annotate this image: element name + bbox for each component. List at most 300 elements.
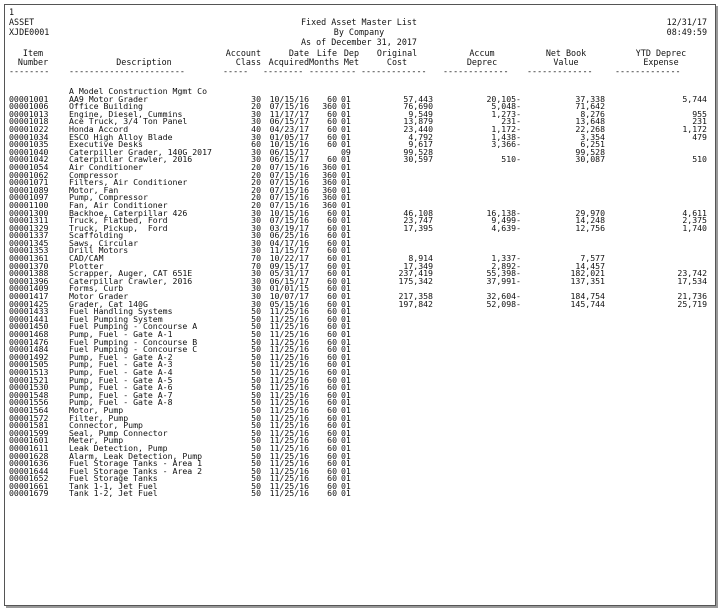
cell-net: 8,276	[580, 108, 605, 119]
cell-dep: 01	[341, 473, 351, 484]
cell-date: 07/15/16	[269, 184, 309, 195]
cell-life: 360	[322, 184, 337, 195]
cell-accum: 510-	[501, 154, 521, 165]
cell-acct: 50	[251, 473, 261, 484]
cell-item: 00001001	[9, 93, 49, 104]
cell-dep: 01	[341, 298, 351, 309]
cell-dep: 01	[341, 237, 351, 248]
cell-dep: 01	[341, 435, 351, 446]
cell-orig: 197,842	[398, 298, 433, 309]
cell-life: 60	[327, 283, 337, 294]
cell-acct: 50	[251, 329, 261, 339]
cell-accum: 3,366-	[491, 139, 521, 150]
cell-life: 60	[327, 207, 337, 218]
cell-desc: Pump, Fuel - Gate A-2	[69, 351, 173, 362]
cell-desc: Caterpillar Crawler, 2016	[69, 154, 193, 165]
cell-dep: 01	[341, 321, 351, 332]
cell-date: 11/25/16	[269, 435, 309, 446]
cell-life: 60	[327, 108, 337, 119]
cell-dep: 01	[341, 329, 351, 339]
cell-life: 60	[327, 123, 337, 134]
cell-desc: Saws, Circular	[69, 237, 139, 248]
cell-dep: 01	[341, 108, 351, 119]
cell-desc: Fuel Storage Tanks - Area 1	[69, 458, 203, 469]
cell-acct: 50	[251, 458, 261, 469]
column-header-orig-line1: Original	[376, 48, 418, 58]
cell-life: 60	[327, 291, 337, 302]
cell-desc: Filters, Air Conditioner	[69, 177, 188, 188]
cell-orig: 9,617	[408, 139, 433, 150]
cell-item: 00001441	[9, 313, 49, 324]
cell-dep: 01	[341, 306, 351, 317]
cell-life: 360	[322, 161, 337, 172]
cell-date: 11/15/17	[269, 245, 309, 256]
cell-net: 14,248	[575, 215, 605, 226]
column-header-ytd-rule: -------------	[615, 66, 681, 76]
cell-desc: Truck, Flatbed, Ford	[69, 215, 168, 226]
cell-desc: Motor Grader	[69, 291, 129, 302]
cell-acct: 30	[251, 131, 261, 142]
cell-life: 60	[327, 359, 337, 370]
cell-ytd: 23,742	[677, 268, 707, 279]
cell-item: 00001679	[9, 488, 49, 499]
cell-life: 60	[327, 397, 337, 408]
cell-desc: Fan, Air Conditioner	[69, 199, 168, 210]
cell-dep: 01	[341, 116, 351, 127]
cell-acct: 30	[251, 146, 261, 157]
cell-date: 06/25/16	[269, 230, 309, 241]
column-header-desc-rule: -----------------------	[69, 66, 185, 76]
cell-life: 60	[327, 329, 337, 339]
column-header-acct-rule: -----	[223, 66, 249, 76]
column-header-dep-rule: ---	[341, 66, 357, 76]
cell-acct: 50	[251, 442, 261, 453]
cell-dep: 01	[341, 351, 351, 362]
cell-item: 00001433	[9, 306, 49, 317]
cell-item: 00001062	[9, 169, 49, 180]
cell-desc: Caterpiller Grader, 140G 2017	[69, 146, 212, 157]
cell-item: 00001042	[9, 154, 49, 165]
cell-acct: 20	[251, 192, 261, 203]
cell-life: 60	[327, 260, 337, 271]
cell-dep: 01	[341, 450, 351, 461]
cell-item: 00001311	[9, 215, 49, 226]
cell-item: 00001599	[9, 427, 49, 438]
cell-life: 60	[327, 344, 337, 355]
cell-life: 360	[322, 199, 337, 210]
cell-dep: 01	[341, 268, 351, 279]
column-header-accum-line2: Deprec	[466, 57, 498, 67]
cell-life: 60	[327, 382, 337, 393]
cell-life: 60	[327, 473, 337, 484]
cell-item: 00001564	[9, 404, 49, 415]
cell-net: 7,577	[580, 253, 605, 264]
cell-acct: 50	[251, 420, 261, 431]
cell-acct: 30	[251, 154, 261, 165]
report-as-of: As of December 31, 2017	[301, 37, 417, 47]
cell-dep: 01	[341, 123, 351, 134]
cell-life: 360	[322, 192, 337, 203]
cell-dep: 01	[341, 404, 351, 415]
cell-date: 07/15/16	[269, 177, 309, 188]
cell-dep: 01	[341, 382, 351, 393]
cell-life: 60	[327, 306, 337, 317]
cell-item: 00001450	[9, 321, 49, 332]
cell-ytd: 955	[692, 108, 707, 119]
cell-date: 11/25/16	[269, 321, 309, 332]
cell-dep: 01	[341, 101, 351, 112]
cell-date: 07/15/16	[269, 215, 309, 226]
cell-life: 60	[327, 404, 337, 415]
cell-date: 10/15/16	[269, 139, 309, 150]
column-header-ytd-line2: Expense	[643, 57, 679, 67]
cell-orig: 99,528	[403, 146, 433, 157]
cell-acct: 30	[251, 108, 261, 119]
cell-acct: 20	[251, 161, 261, 172]
cell-accum: 1,337-	[491, 253, 521, 264]
cell-life: 60	[327, 131, 337, 142]
cell-accum: 52,098-	[486, 298, 521, 309]
cell-accum: 20,105-	[486, 93, 521, 104]
cell-ytd: 25,719	[677, 298, 707, 309]
cell-ytd: 21,736	[677, 291, 707, 302]
cell-item: 00001644	[9, 465, 49, 476]
cell-dep: 01	[341, 177, 351, 188]
cell-item: 00001476	[9, 336, 49, 347]
cell-desc: Meter, Pump	[69, 435, 124, 446]
cell-item: 00001611	[9, 442, 49, 453]
cell-item: 00001417	[9, 291, 49, 302]
cell-date: 10/15/16	[269, 207, 309, 218]
cell-item: 00001425	[9, 298, 49, 309]
cell-item: 00001089	[9, 184, 49, 195]
cell-item: 00001006	[9, 101, 49, 112]
cell-date: 06/15/17	[269, 275, 309, 286]
cell-desc: Tank 1-1, Jet Fuel	[69, 480, 158, 491]
column-header-net-line1: Net Book	[545, 48, 587, 58]
cell-dep: 01	[341, 253, 351, 264]
cell-acct: 30	[251, 245, 261, 256]
cell-desc: Compressor	[69, 169, 119, 180]
cell-desc: Pump, Fuel - Gate A-1	[69, 329, 173, 339]
cell-ytd: 1,740	[682, 222, 707, 233]
cell-desc: Pump, Fuel - Gate A-3	[69, 359, 173, 370]
cell-net: 137,351	[570, 275, 605, 286]
cell-item: 00001034	[9, 131, 49, 142]
cell-dep: 01	[341, 458, 351, 469]
cell-desc: Drill Motors	[69, 245, 129, 256]
cell-date: 11/25/16	[269, 351, 309, 362]
cell-acct: 70	[251, 253, 261, 264]
cell-dep: 01	[341, 412, 351, 423]
cell-acct: 30	[251, 207, 261, 218]
cell-life: 60	[327, 389, 337, 400]
cell-date: 11/25/16	[269, 374, 309, 385]
cell-item: 00001581	[9, 420, 49, 431]
cell-desc: Truck, Pickup, Ford	[69, 222, 168, 233]
cell-item: 00001345	[9, 237, 49, 248]
cell-life: 60	[327, 366, 337, 377]
cell-date: 11/25/16	[269, 480, 309, 491]
cell-date: 03/19/17	[269, 222, 309, 233]
cell-date: 11/25/16	[269, 306, 309, 317]
report-time: 08:49:59	[666, 27, 707, 37]
cell-orig: 46,108	[403, 207, 433, 218]
cell-acct: 70	[251, 260, 261, 271]
cell-date: 09/15/17	[269, 260, 309, 271]
cell-item: 00001396	[9, 275, 49, 286]
cell-date: 06/15/17	[269, 146, 309, 157]
cell-orig: 17,395	[403, 222, 433, 233]
cell-desc: Motor, Pump	[69, 404, 124, 415]
cell-item: 00001100	[9, 199, 49, 210]
cell-dep: 01	[341, 313, 351, 324]
cell-date: 07/15/16	[269, 161, 309, 172]
cell-life: 360	[322, 169, 337, 180]
cell-dep: 01	[341, 207, 351, 218]
cell-life: 60	[327, 230, 337, 241]
cell-dep: 01	[341, 192, 351, 203]
cell-dep: 01	[341, 488, 351, 499]
cell-net: 145,744	[570, 298, 605, 309]
cell-accum: 37,991-	[486, 275, 521, 286]
cell-life: 60	[327, 298, 337, 309]
cell-ytd: 1,172	[682, 123, 707, 134]
cell-life: 60	[327, 488, 337, 499]
column-header-life-line1: Life	[316, 48, 337, 58]
cell-orig: 237,419	[398, 268, 433, 279]
cell-life: 60	[327, 435, 337, 446]
cell-dep: 01	[341, 283, 351, 294]
cell-accum: 231-	[501, 116, 521, 127]
cell-net: 22,268	[575, 123, 605, 134]
cell-orig: 13,879	[403, 116, 433, 127]
cell-accum: 32,604-	[486, 291, 521, 302]
table-row	[5, 247, 715, 255]
cell-dep: 01	[341, 465, 351, 476]
cell-acct: 50	[251, 306, 261, 317]
column-header-item-line2: Number	[17, 57, 49, 67]
cell-orig: 4,792	[408, 131, 433, 142]
cell-life: 60	[327, 442, 337, 453]
cell-acct: 50	[251, 412, 261, 423]
cell-accum: 1,273-	[491, 108, 521, 119]
cell-item: 00001018	[9, 116, 49, 127]
column-header-dep-line1: Dep	[343, 48, 359, 58]
cell-desc: Pump, Fuel - Gate A-4	[69, 366, 173, 377]
column-header-accum-rule: -------------	[443, 66, 509, 76]
cell-date: 07/15/16	[269, 192, 309, 203]
cell-life: 60	[327, 465, 337, 476]
cell-date: 10/15/16	[269, 93, 309, 104]
cell-desc: Executive Desks	[69, 139, 143, 150]
cell-dep: 01	[341, 442, 351, 453]
cell-desc: Fuel Storage Tanks	[69, 473, 158, 484]
cell-date: 11/25/16	[269, 344, 309, 355]
cell-net: 37,338	[575, 93, 605, 104]
cell-life: 60	[327, 116, 337, 127]
cell-dep: 01	[341, 199, 351, 210]
column-header-accum-line1: Accum	[469, 48, 495, 58]
cell-desc: Plotter	[69, 260, 104, 271]
cell-date: 10/07/17	[269, 291, 309, 302]
cell-net: 182,021	[570, 268, 605, 279]
cell-acct: 50	[251, 351, 261, 362]
cell-net: 71,642	[575, 101, 605, 112]
cell-dep: 01	[341, 480, 351, 491]
column-header-date-line2: Acquired	[268, 57, 309, 67]
cell-dep: 01	[341, 275, 351, 286]
cell-life: 60	[327, 412, 337, 423]
cell-acct: 50	[251, 404, 261, 415]
cell-item: 00001548	[9, 389, 49, 400]
cell-accum: 1,172-	[491, 123, 521, 134]
company-name: A Model Construction Mgmt Co	[69, 86, 208, 96]
cell-dep: 01	[341, 169, 351, 180]
cell-dep: 01	[341, 245, 351, 256]
cell-desc: Leak Detection, Pump	[69, 442, 168, 453]
cell-dep: 01	[341, 260, 351, 271]
cell-item: 00001513	[9, 366, 49, 377]
cell-acct: 40	[251, 123, 261, 134]
table-row	[5, 490, 715, 498]
cell-acct: 50	[251, 344, 261, 355]
cell-acct: 20	[251, 169, 261, 180]
cell-date: 07/15/16	[269, 199, 309, 210]
cell-date: 04/17/16	[269, 237, 309, 248]
cell-date: 05/15/16	[269, 298, 309, 309]
cell-net: 12,756	[575, 222, 605, 233]
cell-acct: 50	[251, 389, 261, 400]
cell-date: 10/22/17	[269, 253, 309, 264]
cell-dep: 01	[341, 336, 351, 347]
cell-date: 11/25/16	[269, 465, 309, 476]
cell-acct: 30	[251, 275, 261, 286]
cell-acct: 30	[251, 298, 261, 309]
cell-item: 00001040	[9, 146, 49, 157]
cell-item: 00001054	[9, 161, 49, 172]
cell-life: 60	[327, 374, 337, 385]
cell-date: 05/31/17	[269, 268, 309, 279]
cell-date: 11/25/16	[269, 412, 309, 423]
cell-desc: Motor, Fan	[69, 184, 119, 195]
cell-life: 60	[327, 275, 337, 286]
cell-item: 00001468	[9, 329, 49, 339]
cell-desc: CAD/CAM	[69, 253, 104, 264]
column-header-orig-line2: Cost	[386, 57, 408, 67]
cell-item: 00001097	[9, 192, 49, 203]
cell-item: 00001505	[9, 359, 49, 370]
cell-desc: AA9 Motor Grader	[69, 93, 148, 104]
cell-date: 06/15/17	[269, 116, 309, 127]
cell-item: 00001329	[9, 222, 49, 233]
cell-ytd: 479	[692, 131, 707, 142]
cell-desc: Fuel Pumping - Concourse B	[69, 336, 198, 347]
cell-dep: 01	[341, 154, 351, 165]
cell-accum: 5,048-	[491, 101, 521, 112]
cell-net: 3,354	[580, 131, 605, 142]
cell-desc: Grader, Cat 140G	[69, 298, 148, 309]
cell-item: 00001484	[9, 344, 49, 355]
cell-desc: Backhoe, Caterpillar 426	[69, 207, 188, 218]
cell-orig: 9,549	[408, 108, 433, 119]
cell-date: 11/25/16	[269, 404, 309, 415]
cell-date: 01/01/15	[269, 283, 309, 294]
cell-life: 60	[327, 222, 337, 233]
cell-ytd: 510	[692, 154, 707, 165]
page-number: 1	[9, 7, 15, 17]
cell-desc: Pump, Fuel - Gate A-6	[69, 382, 173, 393]
cell-life: 60	[327, 321, 337, 332]
cell-dep: 01	[341, 427, 351, 438]
column-header-net-line2: Value	[553, 57, 579, 67]
cell-item: 00001636	[9, 458, 49, 469]
cell-orig: 217,358	[398, 291, 433, 302]
cell-acct: 50	[251, 480, 261, 491]
cell-dep: 01	[341, 139, 351, 150]
cell-desc: Pump, Compressor	[69, 192, 148, 203]
cell-item: 00001628	[9, 450, 49, 461]
cell-acct: 30	[251, 93, 261, 104]
cell-desc: Honda Accord	[69, 123, 129, 134]
cell-ytd: 231	[692, 116, 707, 127]
cell-acct: 50	[251, 435, 261, 446]
cell-life: 60	[327, 313, 337, 324]
report-id: ASSET	[9, 17, 35, 27]
cell-accum: 1,438-	[491, 131, 521, 142]
cell-item: 00001388	[9, 268, 49, 279]
cell-item: 00001013	[9, 108, 49, 119]
cell-acct: 30	[251, 268, 261, 279]
cell-item: 00001521	[9, 374, 49, 385]
cell-acct: 30	[251, 291, 261, 302]
column-header-acct-line2: Class	[235, 57, 261, 67]
cell-item: 00001035	[9, 139, 49, 150]
cell-date: 01/05/17	[269, 131, 309, 142]
cell-desc: Office Building	[69, 101, 143, 112]
cell-accum: 9,499-	[491, 215, 521, 226]
column-header-life-rule: ------	[309, 66, 340, 76]
cell-accum: 55,398-	[486, 268, 521, 279]
cell-acct: 50	[251, 313, 261, 324]
cell-dep: 01	[341, 215, 351, 226]
column-header-date-rule: --------	[263, 66, 304, 76]
cell-dep: 01	[341, 374, 351, 385]
cell-ytd: 4,611	[682, 207, 707, 218]
cell-orig: 57,443	[403, 93, 433, 104]
cell-desc: Forms, Curb	[69, 283, 124, 294]
cell-ytd: 2,375	[682, 215, 707, 226]
cell-life: 60	[327, 154, 337, 165]
cell-life: 360	[322, 101, 337, 112]
cell-desc: Pump, Fuel - Gate A-5	[69, 374, 173, 385]
cell-acct: 30	[251, 283, 261, 294]
cell-desc: Fuel Handling Systems	[69, 306, 173, 317]
cell-net: 13,648	[575, 116, 605, 127]
cell-life: 60	[327, 450, 337, 461]
cell-date: 07/15/16	[269, 169, 309, 180]
column-header-life-line2: Months	[309, 57, 340, 67]
cell-item: 00001409	[9, 283, 49, 294]
cell-item: 00001022	[9, 123, 49, 134]
cell-life: 60	[327, 480, 337, 491]
cell-orig: 23,440	[403, 123, 433, 134]
cell-life: 60	[327, 215, 337, 226]
cell-desc: Pump, Fuel - Gate A-8	[69, 397, 173, 408]
cell-life: 60	[327, 351, 337, 362]
cell-life: 60	[327, 139, 337, 150]
cell-orig: 175,342	[398, 275, 433, 286]
